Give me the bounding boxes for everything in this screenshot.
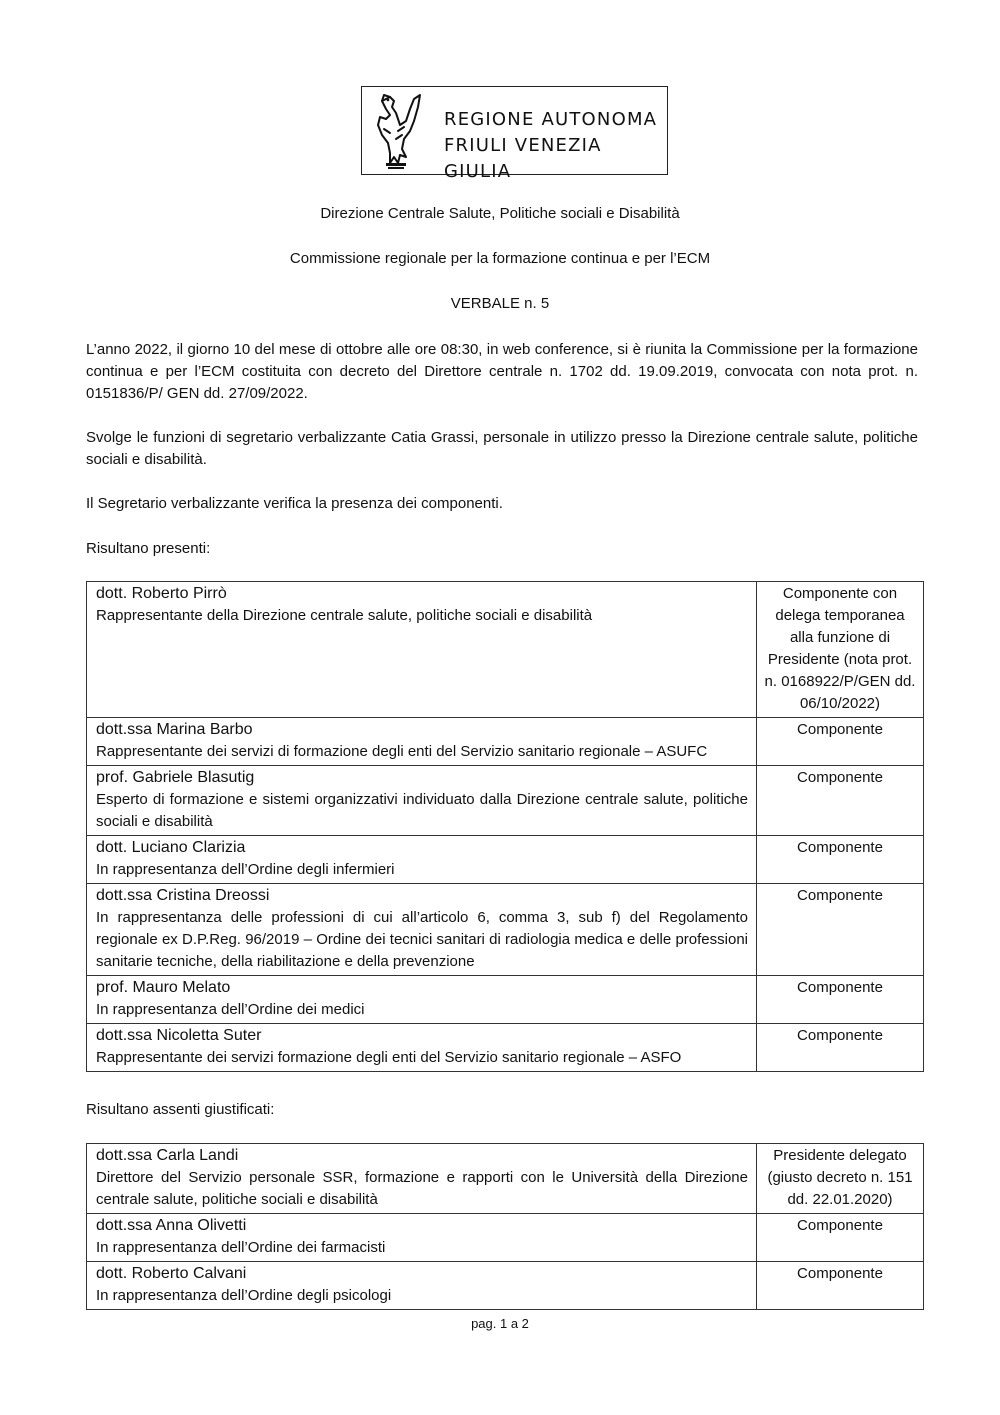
member-role: Componente (757, 1262, 924, 1310)
member-role: Componente (757, 1214, 924, 1262)
commission-heading: Commissione regionale per la formazione continua e per l’ECM (289, 250, 711, 267)
member-description: In rappresentanza dell’Ordine dei farmacisti (96, 1239, 386, 1256)
table-row (87, 884, 924, 976)
table-row (87, 836, 924, 884)
member-name: dott. Roberto Calvani (96, 1265, 247, 1282)
verify-paragraph: Il Segretario verbalizzante verifica la presenza dei componenti. (86, 495, 503, 512)
region-logo (361, 86, 668, 182)
member-name: dott.ssa Carla Landi (96, 1147, 239, 1164)
secretary-paragraph: Svolge le funzioni di segretario verbalizzante Catia Grassi, personale in utilizzo presso la Direzione centrale salute, politiche sociali e disabilità. (86, 429, 918, 468)
member-description: In rappresentanza dell’Ordine dei medici (96, 1001, 365, 1018)
member-cell (87, 1024, 757, 1072)
table-row (87, 1024, 924, 1072)
member-description: Esperto di formazione e sistemi organizzativi individuato dalla Direzione centrale salute, politiche sociali e disabilità (96, 791, 748, 830)
logo-line-1: REGIONE AUTONOMA (444, 109, 658, 130)
member-cell (87, 1214, 757, 1262)
table-row (87, 718, 924, 766)
department-heading: Direzione Centrale Salute, Politiche sociali e Disabilità (320, 205, 680, 222)
member-role: Componente (757, 884, 924, 976)
table-row (87, 1144, 924, 1214)
member-role: Componente (757, 766, 924, 836)
present-members-table (86, 581, 924, 1072)
member-cell (87, 1144, 757, 1214)
member-cell (87, 836, 757, 884)
member-role: Componente (757, 718, 924, 766)
member-role: Componente (757, 976, 924, 1024)
member-cell (87, 1262, 757, 1310)
member-cell (87, 766, 757, 836)
verbale-title: VERBALE n. 5 (450, 295, 550, 312)
member-name: dott.ssa Anna Olivetti (96, 1217, 247, 1234)
absent-label: Risultano assenti giustificati: (86, 1101, 275, 1118)
member-name: dott.ssa Marina Barbo (96, 721, 253, 738)
member-name: prof. Gabriele Blasutig (96, 769, 255, 786)
logo-line-2: FRIULI VENEZIA GIULIA (444, 135, 602, 182)
member-role: Componente (757, 1024, 924, 1072)
member-name: prof. Mauro Melato (96, 979, 231, 996)
table-row (87, 1262, 924, 1310)
table-row (87, 976, 924, 1024)
member-description: In rappresentanza dell’Ordine degli infermieri (96, 861, 395, 878)
present-label: Risultano presenti: (86, 540, 211, 557)
eagle-icon (370, 91, 428, 171)
member-name: dott. Roberto Pirrò (96, 585, 227, 602)
member-description: Direttore del Servizio personale SSR, formazione e rapporti con le Università della Direzione centrale salute, politiche sociali e disabilità (96, 1169, 748, 1208)
member-name: dott.ssa Cristina Dreossi (96, 887, 270, 904)
member-description: In rappresentanza delle professioni di cui all’articolo 6, comma 3, sub f) del Regolamento regionale ex D.P.Reg. 96/2019 – Ordine dei tecnici sanitari di radiologia medica e delle professioni sanitarie tecniche, della riabilitazione e della prevenzione (96, 909, 748, 970)
table-row (87, 582, 924, 718)
member-cell (87, 884, 757, 976)
member-role: Componente con delega temporanea alla funzione di Presidente (nota prot. n. 0168922/P/GEN dd. 06/10/2022) (757, 582, 924, 718)
member-description: Rappresentante dei servizi formazione degli enti del Servizio sanitario regionale – ASFO (96, 1049, 682, 1066)
member-cell (87, 582, 757, 718)
member-description: Rappresentante dei servizi di formazione degli enti del Servizio sanitario regionale – ASUFC (96, 743, 708, 760)
member-role: Componente (757, 836, 924, 884)
page-number: pag. 1 a 2 (471, 1316, 529, 1331)
member-description: In rappresentanza dell’Ordine degli psicologi (96, 1287, 392, 1304)
table-row (87, 1214, 924, 1262)
member-description: Rappresentante della Direzione centrale salute, politiche sociali e disabilità (96, 607, 593, 624)
absent-members-table (86, 1143, 924, 1310)
intro-paragraph: L’anno 2022, il giorno 10 del mese di ottobre alle ore 08:30, in web conference, si è riunita la Commissione per la formazione continua e per l’ECM costituita con decreto del Direttore centrale n. 1702 dd. 19.09.2019, convocata con nota prot. n. 0151836/P/ GEN dd. 27/09/2022. (86, 341, 918, 402)
member-role: Presidente delegato (giusto decreto n. 151 dd. 22.01.2020) (757, 1144, 924, 1214)
logo-wordmark (444, 107, 667, 185)
member-name: dott. Luciano Clarizia (96, 839, 246, 856)
member-name: dott.ssa Nicoletta Suter (96, 1027, 262, 1044)
member-cell (87, 976, 757, 1024)
table-row (87, 766, 924, 836)
member-cell (87, 718, 757, 766)
